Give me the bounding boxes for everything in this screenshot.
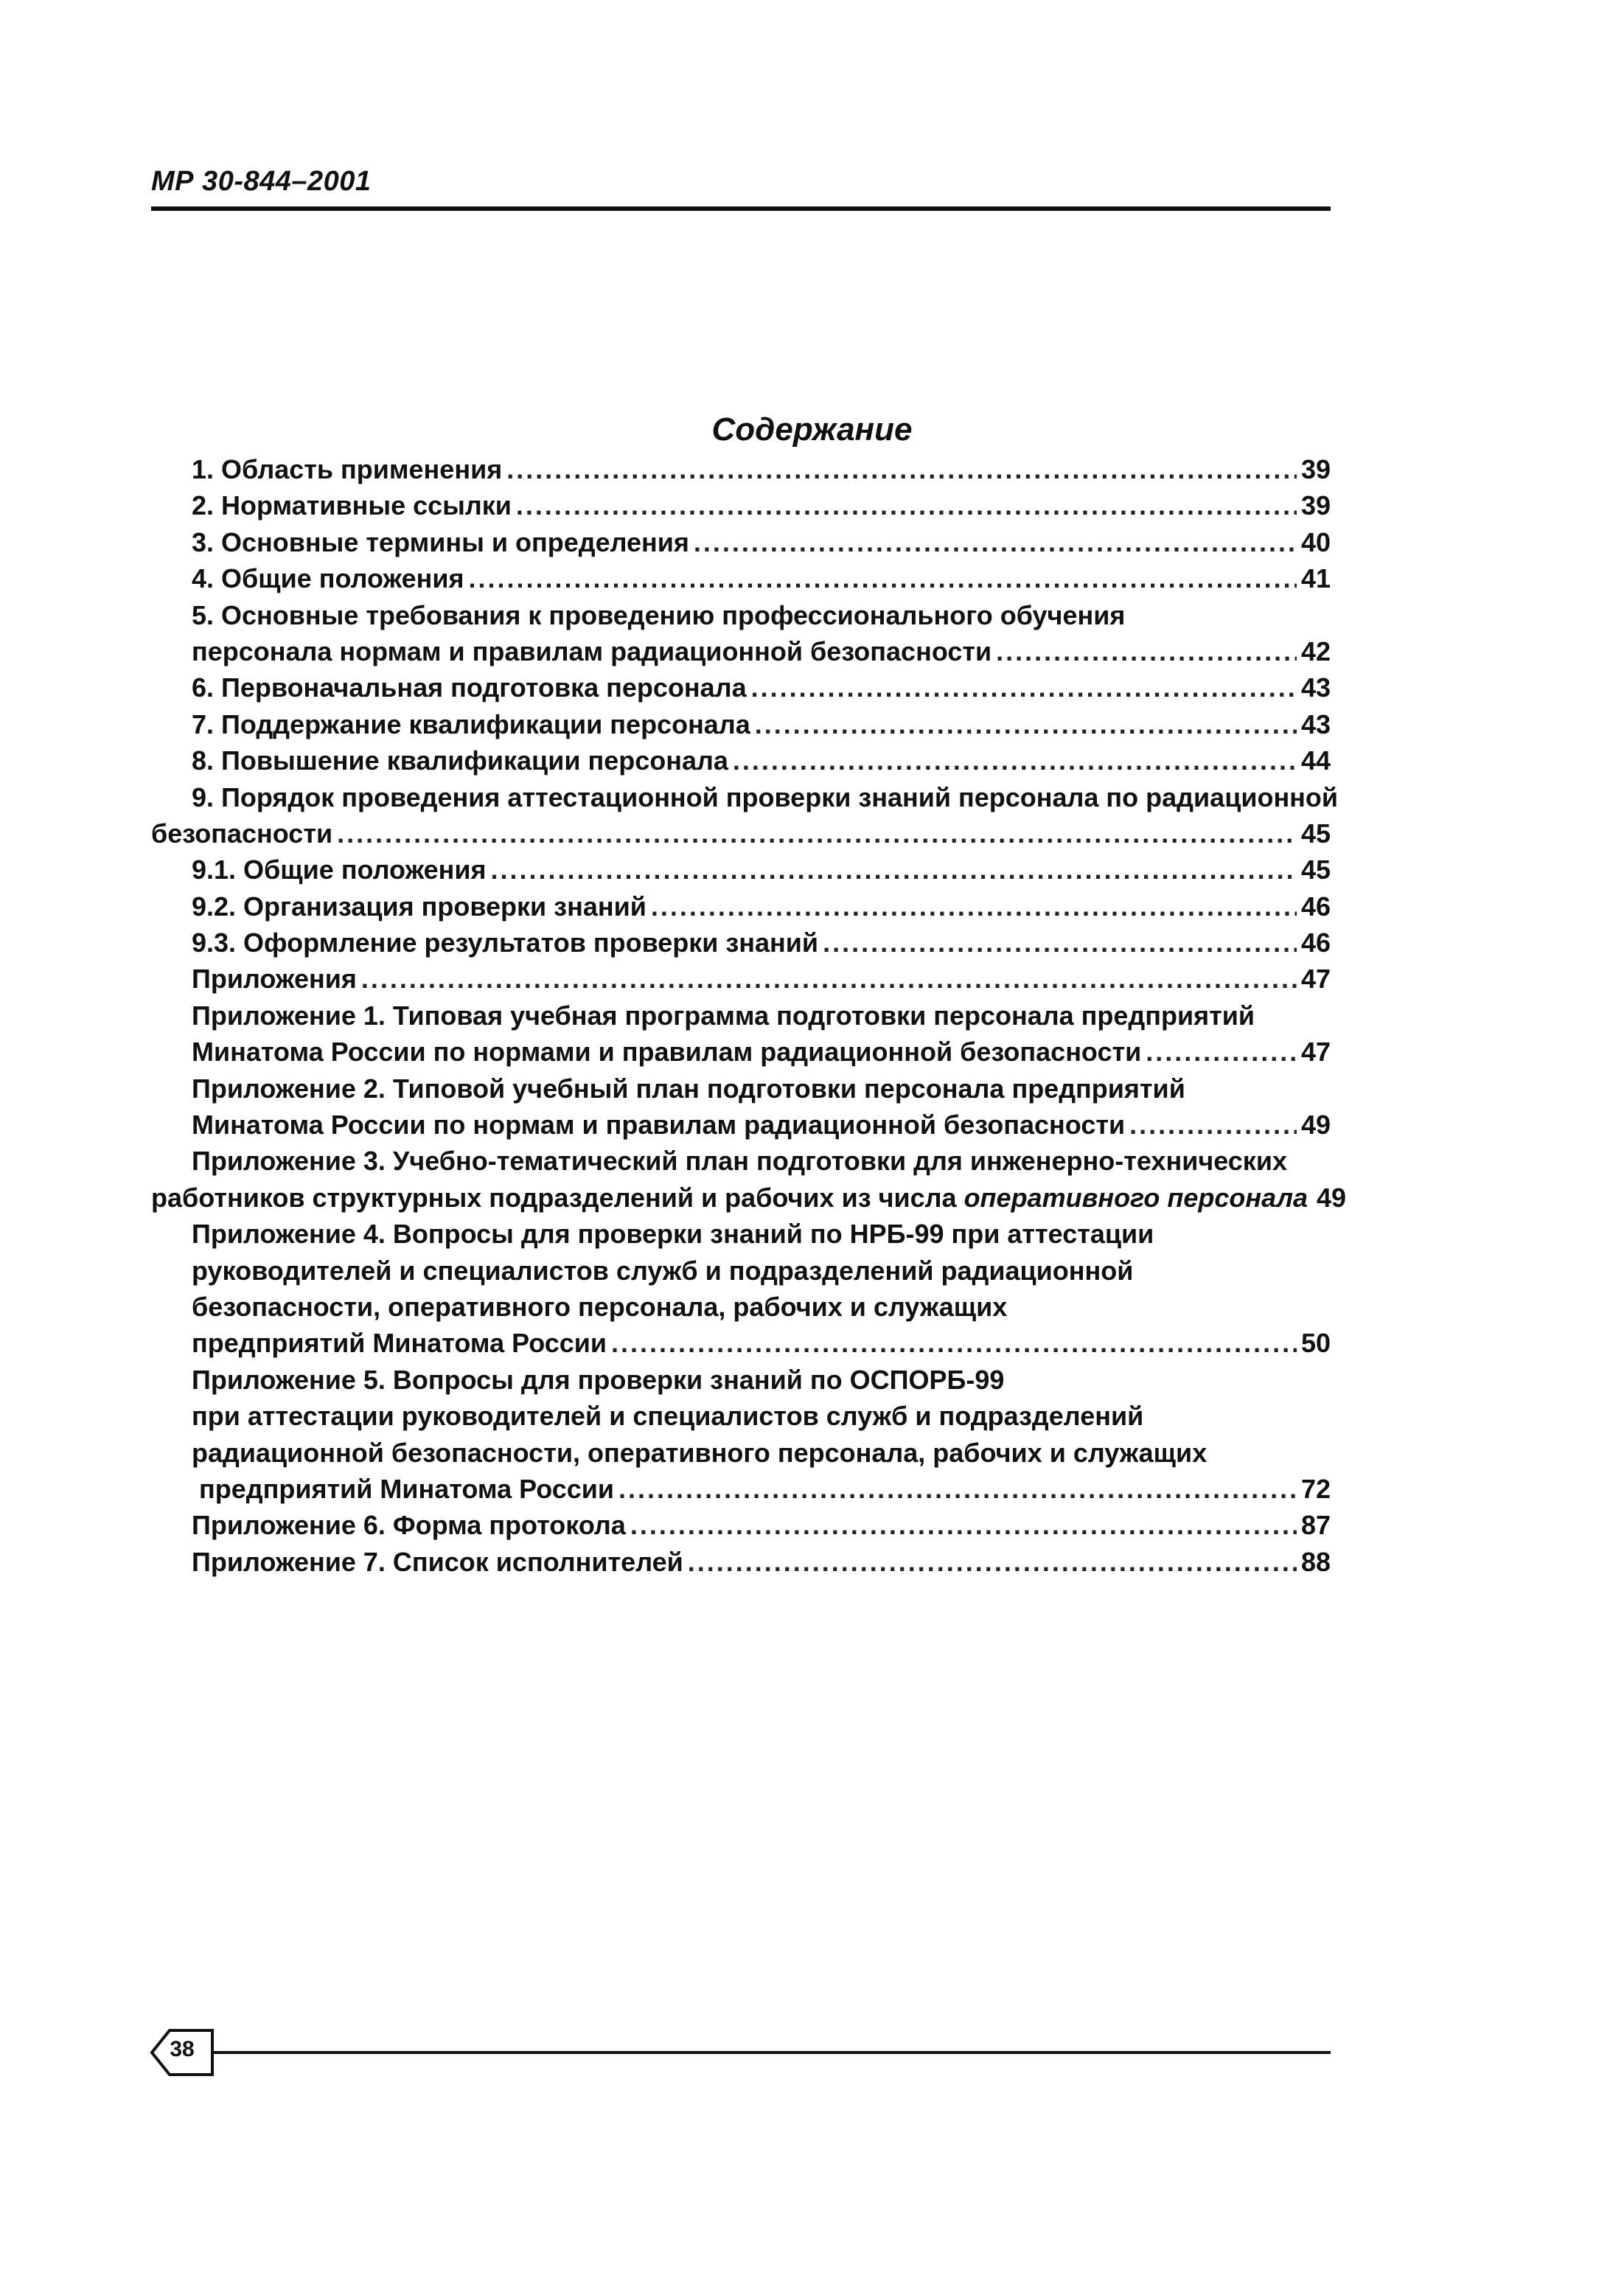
toc-entry[interactable]: Минатома России по нормами и правилам радиационной безопасности ..... 47 xyxy=(151,1034,1331,1070)
toc-entry[interactable]: безопасности ..... 45 xyxy=(151,815,1331,852)
toc-title: Содержание xyxy=(711,411,913,448)
toc-entry[interactable]: 2. Нормативные ссылки ..... 39 xyxy=(151,487,1331,523)
toc-entry[interactable]: 6. Первоначальная подготовка персонала ..... 43 xyxy=(151,669,1331,706)
leader-dots xyxy=(823,925,1297,961)
toc-page-number: 41 xyxy=(1300,563,1331,594)
toc-entry[interactable]: 9.1. Общие положения ..... 45 xyxy=(151,852,1331,888)
toc-entry-line[interactable]: Приложение 2. Типовой учебный план подготовки персонала предприятий xyxy=(192,1073,1185,1104)
toc-entry[interactable]: предприятий Минатома России ..... 50 xyxy=(151,1325,1331,1361)
toc-entry[interactable]: персонала нормам и правилам радиационной безопасности ..... 42 xyxy=(151,633,1331,669)
toc-entry[interactable]: 7. Поддержание квалификации персонала ..... 43 xyxy=(151,706,1331,742)
toc-entry-line[interactable]: руководителей и специалистов служб и подразделений радиационной xyxy=(192,1255,1134,1286)
toc-page-number: 46 xyxy=(1300,927,1331,958)
toc-page-number: 50 xyxy=(1300,1328,1331,1359)
toc-entry[interactable]: предприятий Минатома России ..... 72 xyxy=(151,1471,1331,1507)
leader-dots xyxy=(694,524,1297,560)
page-number: 38 xyxy=(170,2037,195,2061)
document-code: МР 30-844–2001 xyxy=(151,166,372,197)
toc-entry-line[interactable]: Приложение 3. Учебно-тематический план подготовки для инженерно-технических xyxy=(192,1146,1287,1177)
footer-rule xyxy=(214,2051,1331,2054)
header-rule xyxy=(151,206,1331,211)
leader-dots xyxy=(755,706,1297,742)
toc-page-number: 88 xyxy=(1300,1546,1331,1577)
toc-entry-line[interactable]: при аттестации руководителей и специалистов служб и подразделений xyxy=(192,1401,1144,1432)
page-number-badge xyxy=(149,2027,215,2078)
leader-dots xyxy=(733,742,1297,779)
toc-entry-line[interactable]: 5. Основные требования к проведению профессионального обучения xyxy=(192,599,1126,630)
toc-entry[interactable]: 1. Область применения ..... 39 xyxy=(151,451,1331,487)
toc-page-number: 40 xyxy=(1300,526,1331,557)
toc-entry[interactable]: Приложение 7. Список исполнителей ..... 88 xyxy=(151,1544,1331,1580)
leader-dots xyxy=(1129,1107,1297,1143)
toc-entry-line[interactable]: радиационной безопасности, оперативного персонала, рабочих и служащих xyxy=(192,1437,1207,1468)
toc-entry-line[interactable]: 9. Порядок проведения аттестационной проверки знаний персонала по радиационной xyxy=(192,781,1339,812)
leader-dots xyxy=(630,1507,1297,1543)
leader-dots xyxy=(618,1471,1297,1507)
leader-dots xyxy=(469,560,1297,596)
toc-page-number: 43 xyxy=(1300,708,1331,739)
toc-entry[interactable]: 8. Повышение квалификации персонала ..... 44 xyxy=(151,742,1331,779)
leader-dots xyxy=(361,961,1297,997)
toc-entry-line[interactable]: Приложение 5. Вопросы для проверки знаний по ОСПОРБ-99 xyxy=(192,1364,1005,1395)
toc-entry-line[interactable]: Приложение 4. Вопросы для проверки знаний по НРБ-99 при аттестации xyxy=(192,1219,1154,1250)
toc-page-number: 45 xyxy=(1300,854,1331,885)
toc-page-number: 49 xyxy=(1300,1110,1331,1141)
leader-dots xyxy=(1146,1034,1297,1070)
leader-dots xyxy=(996,633,1297,669)
toc-page-number: 42 xyxy=(1300,636,1331,666)
toc-entry[interactable]: Приложения ..... 47 xyxy=(151,961,1331,997)
toc-page-number: 47 xyxy=(1300,964,1331,995)
leader-dots xyxy=(751,669,1297,706)
toc-page-number: 87 xyxy=(1300,1510,1331,1541)
leader-dots xyxy=(611,1325,1297,1361)
toc-entry-line[interactable]: Приложение 1. Типовая учебная программа подготовки персонала предприятий xyxy=(192,1000,1255,1031)
leader-dots xyxy=(688,1544,1297,1580)
toc-page-number: 39 xyxy=(1300,490,1331,521)
toc-entry[interactable]: 9.2. Организация проверки знаний ..... 46 xyxy=(151,888,1331,925)
toc-page-number: 49 xyxy=(1317,1182,1347,1213)
toc-page-number: 72 xyxy=(1300,1473,1331,1504)
leader-dots xyxy=(651,888,1297,925)
toc-entry[interactable]: Приложение 6. Форма протокола ..... 87 xyxy=(151,1507,1331,1543)
toc-entry-line[interactable]: безопасности, оперативного персонала, рабочих и служащих xyxy=(192,1291,1008,1322)
leader-dots xyxy=(506,451,1297,487)
toc-entry[interactable]: работников структурных подразделений и рабочих из числа оперативного персонала 49 xyxy=(151,1180,1331,1216)
toc-entry[interactable]: 3. Основные термины и определения ..... 40 xyxy=(151,524,1331,560)
leader-dots xyxy=(516,487,1297,523)
toc-page-number: 39 xyxy=(1300,454,1331,484)
toc-entry[interactable]: 4. Общие положения ..... 41 xyxy=(151,560,1331,596)
toc-page-number: 43 xyxy=(1300,672,1331,703)
toc-entry[interactable]: 9.3. Оформление результатов проверки знаний ..... 46 xyxy=(151,925,1331,961)
leader-dots xyxy=(337,815,1297,852)
toc-page-number: 44 xyxy=(1300,745,1331,776)
toc-page-number: 45 xyxy=(1300,818,1331,849)
toc-entry[interactable]: Минатома России по нормам и правилам радиационной безопасности ..... 49 xyxy=(151,1107,1331,1143)
leader-dots xyxy=(491,852,1297,888)
toc-page-number: 46 xyxy=(1300,891,1331,922)
table-of-contents xyxy=(151,451,1347,1580)
toc-page-number: 47 xyxy=(1300,1037,1331,1068)
